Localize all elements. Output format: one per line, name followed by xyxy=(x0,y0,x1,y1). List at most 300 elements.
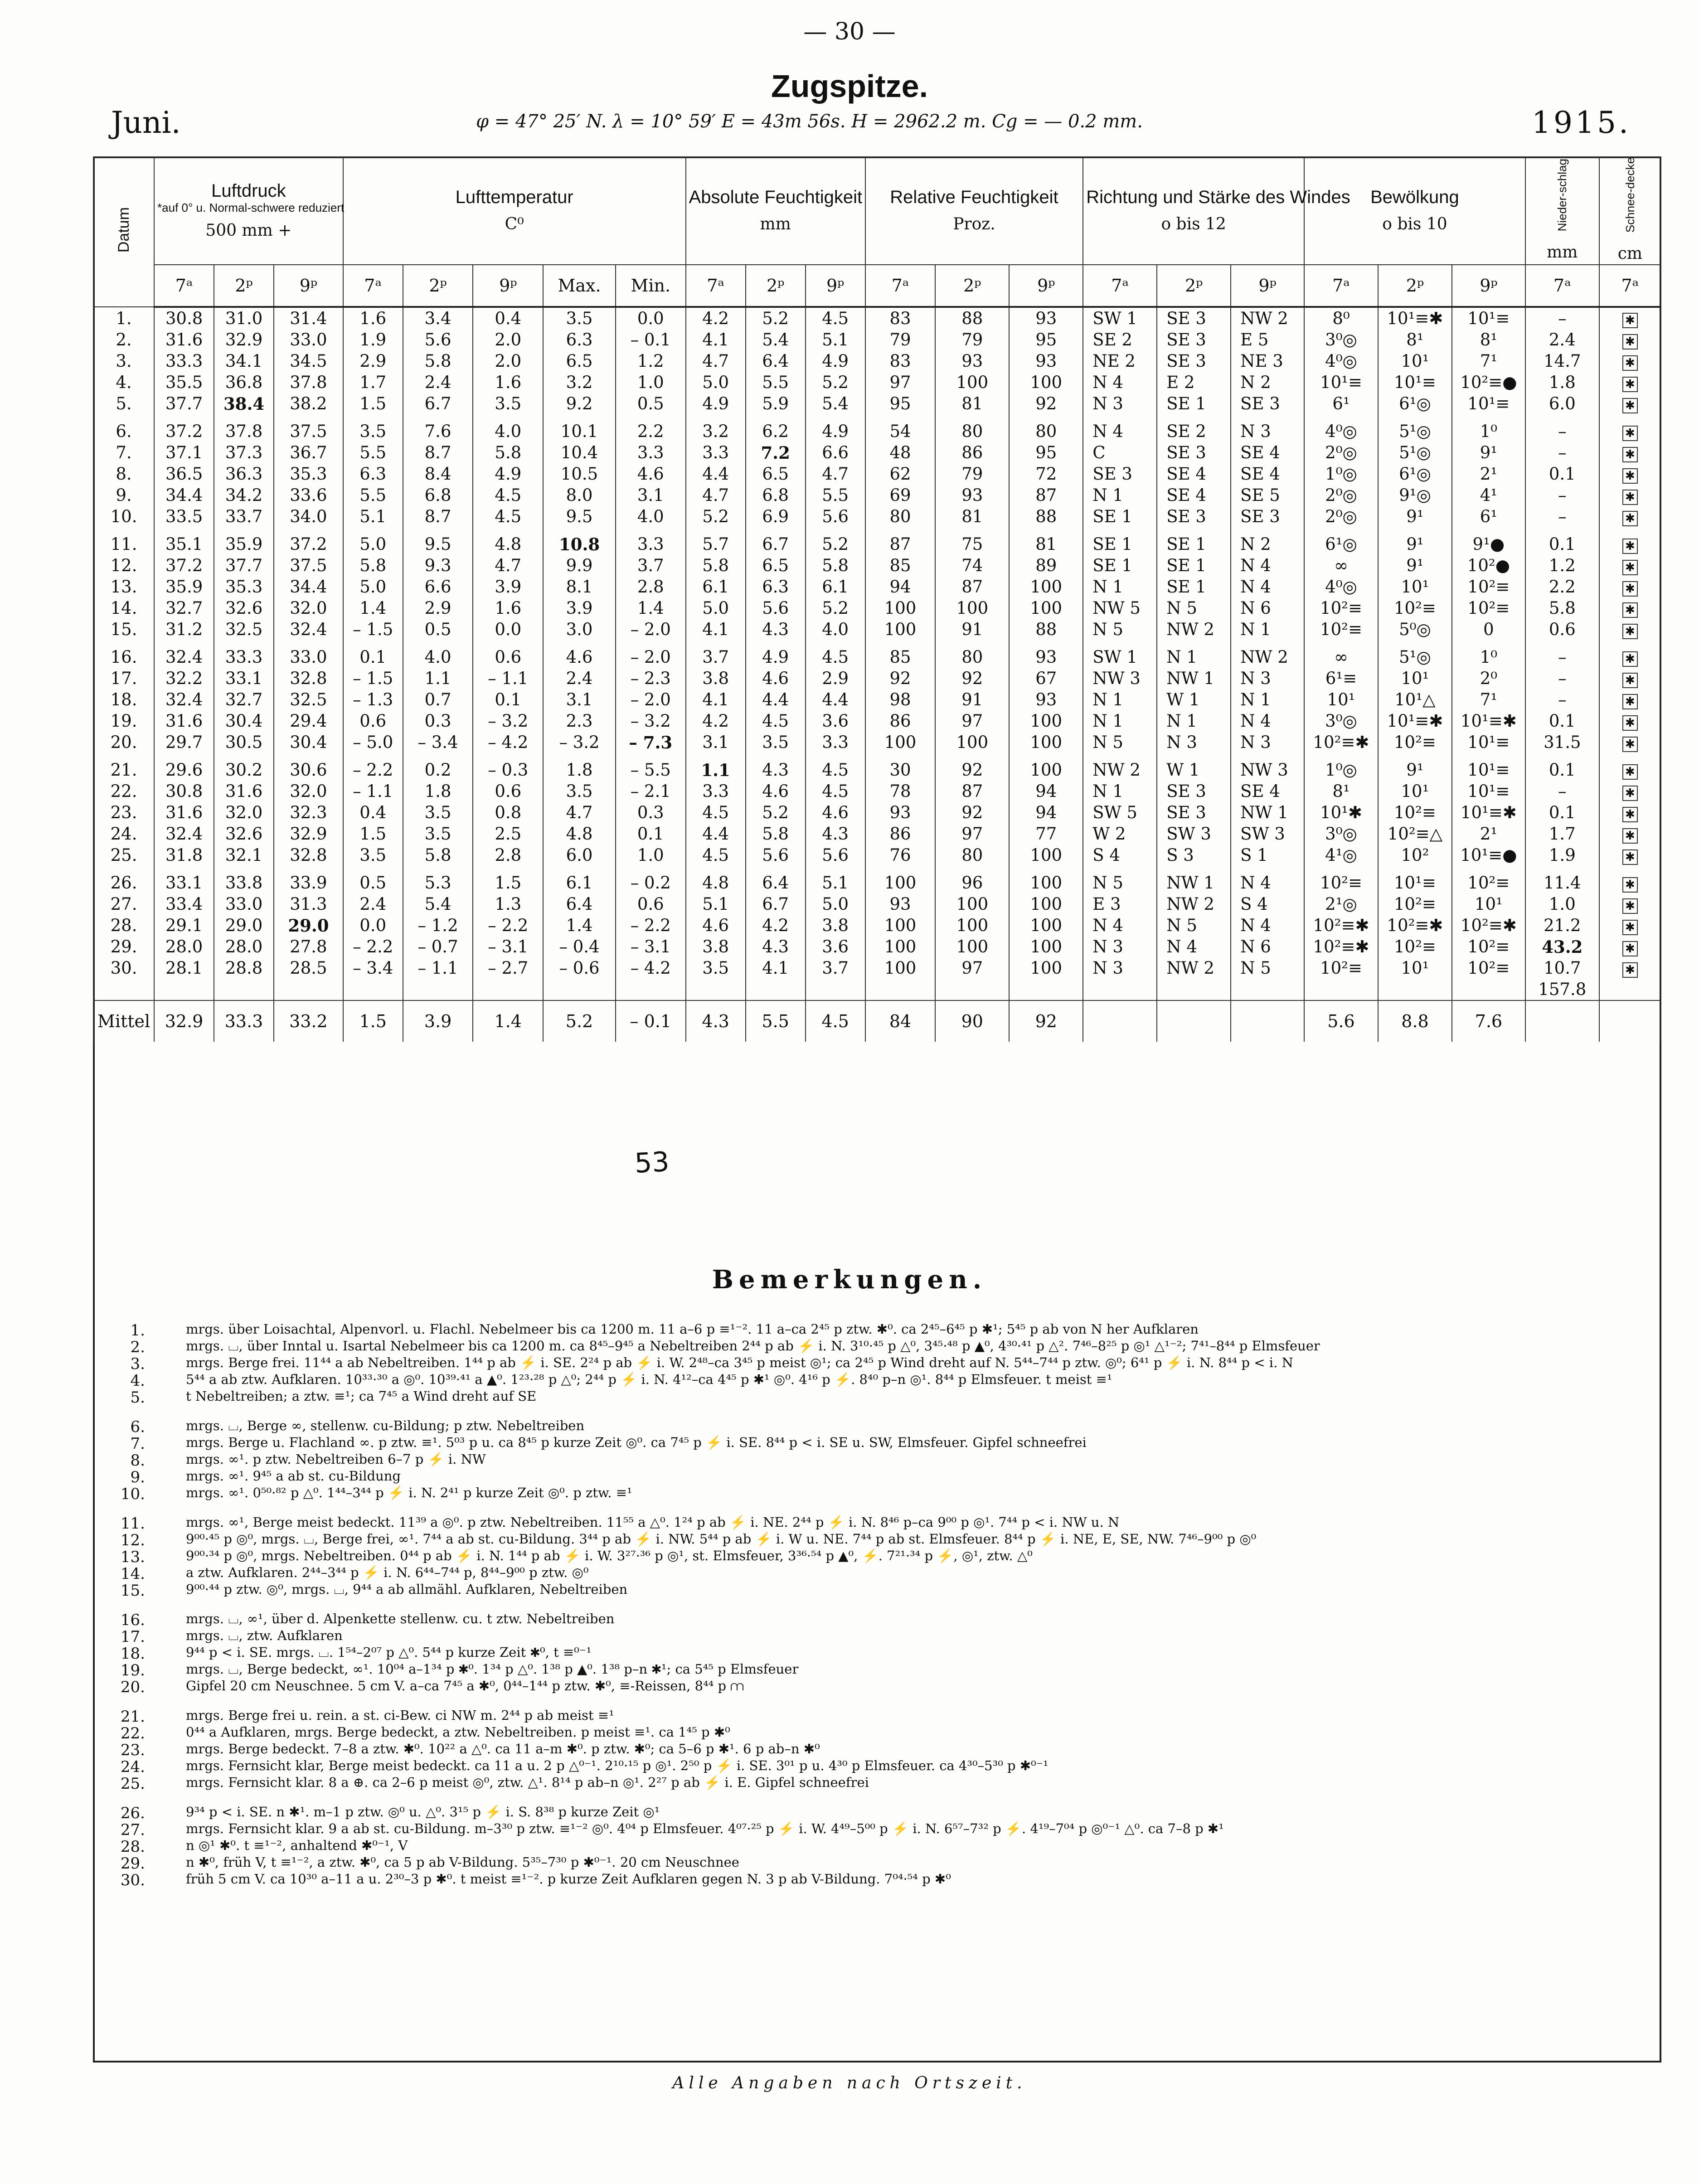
remark-day: 19. xyxy=(120,1661,145,1679)
table-cell: 1⁰◎ xyxy=(1304,463,1378,485)
table-cell: 10²≡ xyxy=(1304,872,1378,893)
table-cell: 10²≡ xyxy=(1452,936,1525,957)
table-cell xyxy=(403,979,473,1000)
table-cell: N 3 xyxy=(1231,421,1304,442)
table-cell: 5.2 xyxy=(686,506,746,534)
table-cell: 85 xyxy=(865,646,936,668)
table-cell: 4.8 xyxy=(473,534,543,555)
table-cell: 29.0 xyxy=(274,915,343,936)
table-cell: 1.8 xyxy=(1525,372,1599,393)
table-cell: 3.5 xyxy=(543,307,616,329)
table-cell: 33.1 xyxy=(154,872,214,893)
remark-text: n ◎¹ ✱⁰. t ≡¹⁻², anhaltend ✱⁰⁻¹, V xyxy=(186,1838,408,1853)
table-cell: 5.8 xyxy=(746,823,806,844)
table-cell: 93 xyxy=(865,893,936,915)
schneedecke-header: Schnee-decke cm xyxy=(1599,157,1661,265)
handwritten-note: 53 xyxy=(634,1146,670,1179)
snow-cover-cell xyxy=(1599,689,1661,710)
table-cell: 3.3 xyxy=(616,442,686,463)
snow-cover-cell xyxy=(1599,823,1661,844)
mittel-cell: 32.9 xyxy=(154,1000,214,1042)
table-row xyxy=(93,781,1661,802)
table-row xyxy=(93,463,1661,485)
table-cell: SE 3 xyxy=(1157,802,1231,823)
table-cell: 0.1 xyxy=(1525,463,1599,485)
table-cell: 10²≡ xyxy=(1452,957,1525,979)
table-cell: 1.4 xyxy=(616,597,686,619)
table-cell: – 3.1 xyxy=(616,936,686,957)
mittel-cell: 8.8 xyxy=(1378,1000,1452,1042)
table-cell: 67 xyxy=(1009,668,1083,689)
table-cell: 5.6 xyxy=(806,844,865,872)
table-cell: 3⁰◎ xyxy=(1304,710,1378,732)
table-cell: 4¹◎ xyxy=(1304,844,1378,872)
snow-cover-cell xyxy=(1599,485,1661,506)
table-cell: 2.3 xyxy=(543,710,616,732)
table-cell: 95 xyxy=(1009,329,1083,350)
mittel-cell: 90 xyxy=(935,1000,1009,1042)
table-cell: 3.5 xyxy=(343,421,403,442)
snow-cover-cell xyxy=(1599,372,1661,393)
table-cell: 10¹≡ xyxy=(1452,307,1525,329)
remark-text: mrgs. ∞¹. p ztw. Nebeltreiben 6–7 p ⚡ i. NW xyxy=(186,1451,486,1467)
table-cell: 7¹ xyxy=(1452,350,1525,372)
table-cell: 2⁰ xyxy=(1452,668,1525,689)
table-cell: 0.1 xyxy=(1525,802,1599,823)
table-cell: 100 xyxy=(935,936,1009,957)
table-cell: 36.5 xyxy=(154,463,214,485)
table-cell: 32.4 xyxy=(154,689,214,710)
snow-cover-cell xyxy=(1599,732,1661,759)
table-cell: 3.7 xyxy=(616,555,686,576)
mittel-cell: 84 xyxy=(865,1000,936,1042)
table-cell: 6¹≡ xyxy=(1304,668,1378,689)
date-cell: 8. xyxy=(93,463,154,485)
table-cell: 29.7 xyxy=(154,732,214,759)
remark-line xyxy=(104,1678,1646,1695)
remark-line xyxy=(104,1661,1646,1678)
table-cell: 2.0 xyxy=(473,329,543,350)
table-cell: 4.9 xyxy=(473,463,543,485)
snow-cover-icon: ✱ xyxy=(1622,313,1638,328)
table-cell: 100 xyxy=(865,936,936,957)
table-cell: 10¹≡✱ xyxy=(1452,710,1525,732)
table-cell: 5.2 xyxy=(746,802,806,823)
col-7a: 7ᵃ xyxy=(1599,265,1661,307)
mittel-cell: 3.9 xyxy=(403,1000,473,1042)
table-cell: 37.5 xyxy=(274,555,343,576)
table-cell: 3.1 xyxy=(543,689,616,710)
table-cell: 10.7 xyxy=(1525,957,1599,979)
table-cell: 2⁰◎ xyxy=(1304,442,1378,463)
table-cell: NW 2 xyxy=(1157,619,1231,646)
table-cell: 36.7 xyxy=(274,442,343,463)
table-cell: 2.8 xyxy=(473,844,543,872)
snow-cover-cell xyxy=(1599,893,1661,915)
table-cell: 1.0 xyxy=(616,844,686,872)
table-cell: 0.6 xyxy=(1525,619,1599,646)
table-cell: SW 5 xyxy=(1083,802,1157,823)
table-cell: 10¹≡ xyxy=(1452,759,1525,781)
col-2p: 2ᵖ xyxy=(935,265,1009,307)
table-cell: N 1 xyxy=(1231,689,1304,710)
table-cell: 3.6 xyxy=(806,936,865,957)
table-cell: 1.3 xyxy=(473,893,543,915)
table-cell: – 2.1 xyxy=(616,781,686,802)
table-cell: 4.1 xyxy=(686,689,746,710)
table-cell: N 3 xyxy=(1083,957,1157,979)
table-cell: – 1.5 xyxy=(343,619,403,646)
snow-cover-cell xyxy=(1599,844,1661,872)
table-cell: SW 3 xyxy=(1231,823,1304,844)
snow-cover-icon: ✱ xyxy=(1622,877,1638,893)
remark-day: 9. xyxy=(130,1468,145,1486)
table-cell: 10¹ xyxy=(1452,893,1525,915)
table-cell: – 4.2 xyxy=(473,732,543,759)
remark-day: 3. xyxy=(130,1355,145,1373)
table-cell: 5.8 xyxy=(686,555,746,576)
table-cell: – 0.1 xyxy=(616,329,686,350)
table-cell: 86 xyxy=(865,823,936,844)
snow-cover-icon: ✱ xyxy=(1622,581,1638,597)
table-cell: 3.5 xyxy=(746,732,806,759)
table-cell: 5.2 xyxy=(806,597,865,619)
table-cell: N 1 xyxy=(1083,576,1157,597)
table-cell: – 0.2 xyxy=(616,872,686,893)
table-cell: 6.5 xyxy=(746,555,806,576)
mittel-cell: 1.5 xyxy=(343,1000,403,1042)
luftdruck-header: Luftdruck *auf 0° u. Normal-schwere reduziert 500 mm + xyxy=(154,157,343,265)
table-cell: – 2.0 xyxy=(616,646,686,668)
table-cell: – xyxy=(1525,506,1599,534)
col-2p: 2ᵖ xyxy=(1157,265,1231,307)
table-cell: 37.1 xyxy=(154,442,214,463)
date-cell: 29. xyxy=(93,936,154,957)
remark-day: 27. xyxy=(120,1821,145,1839)
table-cell: 2.9 xyxy=(343,350,403,372)
table-cell: 34.0 xyxy=(274,506,343,534)
mittel-cell xyxy=(1231,1000,1304,1042)
remark-text: mrgs. ∞¹. 9⁴⁵ a ab st. cu-Bildung xyxy=(186,1468,401,1484)
snow-cover-icon: ✱ xyxy=(1622,828,1638,844)
table-cell: 0.1 xyxy=(473,689,543,710)
remark-text: mrgs. über Loisachtal, Alpenvorl. u. Flachl. Nebelmeer bis ca 1200 m. 11 a–6 p ≡¹⁻². 11 a–ca 2⁴⁵ p ztw. ✱⁰. ca 2⁴⁵–6⁴⁵ p ✱¹; 5⁴⁵ p ab von N her Aufklaren xyxy=(186,1321,1199,1337)
table-cell: 33.0 xyxy=(214,893,274,915)
table-cell: 69 xyxy=(865,485,936,506)
table-cell xyxy=(1452,979,1525,1000)
table-cell: 9.9 xyxy=(543,555,616,576)
table-cell: 92 xyxy=(935,759,1009,781)
remark-day: 24. xyxy=(120,1758,145,1776)
mittel-cell xyxy=(1525,1000,1599,1042)
table-row xyxy=(93,372,1661,393)
table-cell: 6.1 xyxy=(543,872,616,893)
table-cell: 36.8 xyxy=(214,372,274,393)
snow-cover-cell xyxy=(1599,936,1661,957)
table-cell: 0.3 xyxy=(403,710,473,732)
col-7a: 7ᵃ xyxy=(1304,265,1378,307)
snow-cover-cell xyxy=(1599,619,1661,646)
table-cell: – 2.2 xyxy=(473,915,543,936)
table-cell: 32.1 xyxy=(214,844,274,872)
table-cell: 2.4 xyxy=(403,372,473,393)
table-cell: NW 2 xyxy=(1157,893,1231,915)
table-cell: 93 xyxy=(1009,307,1083,329)
table-cell: S 4 xyxy=(1231,893,1304,915)
date-cell: 6. xyxy=(93,421,154,442)
table-cell: NW 2 xyxy=(1083,759,1157,781)
snow-cover-icon: ✱ xyxy=(1622,398,1638,413)
table-cell: SE 3 xyxy=(1231,393,1304,421)
mittel-cell: 1.4 xyxy=(473,1000,543,1042)
table-cell: 30.6 xyxy=(274,759,343,781)
table-cell: NW 2 xyxy=(1231,646,1304,668)
table-cell: NW 1 xyxy=(1231,802,1304,823)
date-cell: 21. xyxy=(93,759,154,781)
table-cell xyxy=(1231,979,1304,1000)
snow-cover-cell xyxy=(1599,534,1661,555)
table-cell: 5.2 xyxy=(746,307,806,329)
table-cell: – 1.3 xyxy=(343,689,403,710)
table-cell: 30.2 xyxy=(214,759,274,781)
table-cell: 2.9 xyxy=(403,597,473,619)
table-cell: 5.2 xyxy=(806,534,865,555)
table-cell: 1.2 xyxy=(1525,555,1599,576)
snow-cover-cell xyxy=(1599,506,1661,534)
table-cell: 8.4 xyxy=(403,463,473,485)
table-cell: 33.5 xyxy=(154,506,214,534)
remark-line xyxy=(104,1321,1646,1338)
table-cell: 3.8 xyxy=(806,915,865,936)
table-cell xyxy=(154,979,214,1000)
table-cell: 100 xyxy=(935,372,1009,393)
table-cell: 5.8 xyxy=(403,350,473,372)
table-cell: 37.2 xyxy=(154,555,214,576)
table-cell: 87 xyxy=(935,576,1009,597)
table-cell: 10¹≡● xyxy=(1452,844,1525,872)
table-cell: 0.4 xyxy=(343,802,403,823)
table-cell: 2⁰◎ xyxy=(1304,485,1378,506)
table-cell: 93 xyxy=(1009,350,1083,372)
table-cell: 7.6 xyxy=(403,421,473,442)
table-cell: 3.3 xyxy=(686,781,746,802)
table-cell: 100 xyxy=(1009,710,1083,732)
table-cell: 30.4 xyxy=(214,710,274,732)
remark-line xyxy=(104,1582,1646,1598)
table-cell: 29.6 xyxy=(154,759,214,781)
table-cell: 8.1 xyxy=(543,576,616,597)
remark-day: 16. xyxy=(120,1611,145,1629)
table-row xyxy=(93,893,1661,915)
table-cell: 100 xyxy=(1009,372,1083,393)
table-row xyxy=(93,307,1661,329)
table-cell: 6.8 xyxy=(403,485,473,506)
table-cell: 54 xyxy=(865,421,936,442)
table-cell: 4.0 xyxy=(806,619,865,646)
table-cell: N 1 xyxy=(1157,646,1231,668)
table-cell: – 1.2 xyxy=(403,915,473,936)
snow-cover-cell xyxy=(1599,463,1661,485)
table-cell: 4.5 xyxy=(473,485,543,506)
table-cell: 3.1 xyxy=(686,732,746,759)
table-cell: 100 xyxy=(1009,732,1083,759)
remark-text: mrgs. Berge frei. 11⁴⁴ a ab Nebeltreiben. 1⁴⁴ p ab ⚡ i. SE. 2²⁴ p ab ⚡ i. W. 2⁴⁸–ca 3⁴⁵ p meist ◎¹; ca 2⁴⁵ p Wind dreht auf N. 5⁴⁴–7⁴⁴ p ztw. ◎⁰; 6⁴¹ p ⚡ i. N. 8⁴⁴ p < i. N xyxy=(186,1355,1293,1370)
mittel-cell: 5.5 xyxy=(746,1000,806,1042)
table-cell: 97 xyxy=(935,957,1009,979)
table-cell: 4.3 xyxy=(806,823,865,844)
table-cell: 35.5 xyxy=(154,372,214,393)
table-cell xyxy=(543,979,616,1000)
remark-text: mrgs. ⌴, ztw. Aufklaren xyxy=(186,1628,343,1643)
table-cell: 80 xyxy=(865,506,936,534)
table-cell: 6¹◎ xyxy=(1378,463,1452,485)
mittel-cell: 33.2 xyxy=(274,1000,343,1042)
table-cell: 10¹≡ xyxy=(1304,372,1378,393)
table-cell: 6.5 xyxy=(746,463,806,485)
date-cell: 11. xyxy=(93,534,154,555)
remarks-title: Bemerkungen. xyxy=(712,1265,987,1295)
table-cell: 91 xyxy=(935,689,1009,710)
table-cell: N 1 xyxy=(1231,619,1304,646)
table-cell: 92 xyxy=(935,668,1009,689)
snow-cover-cell xyxy=(1599,442,1661,463)
table-cell: 28.0 xyxy=(154,936,214,957)
table-cell: 10¹ xyxy=(1378,781,1452,802)
remark-line xyxy=(104,1804,1646,1821)
remark-line xyxy=(104,1435,1646,1451)
table-cell: 3.7 xyxy=(686,646,746,668)
table-cell: 32.3 xyxy=(274,802,343,823)
bewoelkung-header: Bewölkung o bis 10 xyxy=(1304,157,1525,265)
table-cell: 4.2 xyxy=(746,915,806,936)
table-cell: 33.1 xyxy=(214,668,274,689)
remark-text: mrgs. ⌴, Berge ∞, stellenw. cu-Bildung; p ztw. Nebeltreiben xyxy=(186,1418,585,1433)
table-cell: 10¹ xyxy=(1378,668,1452,689)
table-row xyxy=(93,597,1661,619)
table-cell: 4⁰◎ xyxy=(1304,350,1378,372)
table-cell xyxy=(1009,979,1083,1000)
col-max: Max. xyxy=(543,265,616,307)
snow-cover-cell xyxy=(1599,759,1661,781)
table-cell: 31.6 xyxy=(154,710,214,732)
table-cell: 10¹ xyxy=(1378,350,1452,372)
snow-cover-cell xyxy=(1599,555,1661,576)
table-cell: 9.2 xyxy=(543,393,616,421)
table-cell: 5.0 xyxy=(343,576,403,597)
table-cell: 93 xyxy=(1009,689,1083,710)
table-cell: 2.0 xyxy=(473,350,543,372)
table-cell: – 5.5 xyxy=(616,759,686,781)
table-cell: 4.3 xyxy=(746,619,806,646)
table-cell: SW 3 xyxy=(1157,823,1231,844)
table-cell: 100 xyxy=(865,915,936,936)
table-cell: 10²≡✱ xyxy=(1452,915,1525,936)
table-cell: 5¹◎ xyxy=(1378,421,1452,442)
table-cell: 9¹ xyxy=(1452,442,1525,463)
table-cell: 33.3 xyxy=(214,646,274,668)
table-cell: 28.8 xyxy=(214,957,274,979)
table-cell: 30.8 xyxy=(154,307,214,329)
snow-cover-icon: ✱ xyxy=(1622,490,1638,505)
table-cell: 5.5 xyxy=(343,442,403,463)
table-cell: 2¹◎ xyxy=(1304,893,1378,915)
snow-cover-icon: ✱ xyxy=(1622,673,1638,688)
table-cell: 10¹≡ xyxy=(1452,732,1525,759)
station-title: Zugspitze. xyxy=(771,68,928,104)
table-cell: 32.0 xyxy=(274,597,343,619)
table-cell: 4.2 xyxy=(686,710,746,732)
table-cell: 5.0 xyxy=(686,372,746,393)
table-cell: 32.8 xyxy=(274,844,343,872)
table-cell: 33.6 xyxy=(274,485,343,506)
snow-cover-icon: ✱ xyxy=(1622,849,1638,865)
table-row xyxy=(93,844,1661,872)
date-cell: 10. xyxy=(93,506,154,534)
table-cell: 10¹ xyxy=(1304,689,1378,710)
snow-cover-cell xyxy=(1599,597,1661,619)
table-cell: 4.6 xyxy=(543,646,616,668)
table-cell: 6.1 xyxy=(686,576,746,597)
table-cell: 3.5 xyxy=(343,844,403,872)
table-cell: 10.8 xyxy=(543,534,616,555)
table-cell: 5¹◎ xyxy=(1378,646,1452,668)
table-cell: 0.0 xyxy=(343,915,403,936)
date-cell: 9. xyxy=(93,485,154,506)
table-cell: 93 xyxy=(935,485,1009,506)
remark-day: 14. xyxy=(120,1565,145,1583)
remark-text: n ✱⁰, früh V, t ≡¹⁻², a ztw. ✱⁰, ca 5 p ab V-Bildung. 5³⁵–7³⁰ p ✱⁰⁻¹. 20 cm Neuschnee xyxy=(186,1854,739,1870)
remark-text: früh 5 cm V. ca 10³⁰ a–11 a u. 2³⁰–3 p ✱⁰. t meist ≡¹⁻². p kurze Zeit Aufklaren gegen N. 3 p ab V-Bildung. 7⁰⁴·⁵⁴ p ✱⁰ xyxy=(186,1871,951,1887)
snow-cover-icon: ✱ xyxy=(1622,511,1638,526)
table-row xyxy=(93,668,1661,689)
table-cell: 77 xyxy=(1009,823,1083,844)
table-cell: 1.0 xyxy=(1525,893,1599,915)
table-cell: – 2.7 xyxy=(473,957,543,979)
table-cell: 83 xyxy=(865,350,936,372)
table-cell: 1.4 xyxy=(543,915,616,936)
snow-cover-icon: ✱ xyxy=(1622,624,1638,639)
table-cell: 2¹ xyxy=(1452,463,1525,485)
table-cell: 79 xyxy=(935,463,1009,485)
table-cell: 0.8 xyxy=(473,802,543,823)
table-cell: 76 xyxy=(865,844,936,872)
table-cell: 5¹◎ xyxy=(1378,442,1452,463)
table-cell: – 0.7 xyxy=(403,936,473,957)
table-row xyxy=(93,872,1661,893)
table-cell: N 5 xyxy=(1157,597,1231,619)
table-cell: SE 4 xyxy=(1157,485,1231,506)
table-cell: 6.0 xyxy=(1525,393,1599,421)
table-cell: 14.7 xyxy=(1525,350,1599,372)
table-cell: N 1 xyxy=(1083,689,1157,710)
snow-cover-icon: ✱ xyxy=(1622,355,1638,371)
table-cell: 0.4 xyxy=(473,307,543,329)
table-cell: SE 3 xyxy=(1083,463,1157,485)
table-cell: 4.7 xyxy=(686,350,746,372)
remark-day: 22. xyxy=(120,1724,145,1742)
table-cell: 79 xyxy=(865,329,936,350)
table-cell: 1.7 xyxy=(343,372,403,393)
table-cell: 100 xyxy=(1009,597,1083,619)
table-cell: 2.9 xyxy=(806,668,865,689)
table-cell: 35.9 xyxy=(154,576,214,597)
table-cell: 10¹≡ xyxy=(1378,872,1452,893)
remark-day: 15. xyxy=(120,1582,145,1600)
table-cell: 96 xyxy=(935,872,1009,893)
table-cell: NW 5 xyxy=(1083,597,1157,619)
table-cell: 100 xyxy=(1009,915,1083,936)
table-cell: 10²≡✱ xyxy=(1378,915,1452,936)
